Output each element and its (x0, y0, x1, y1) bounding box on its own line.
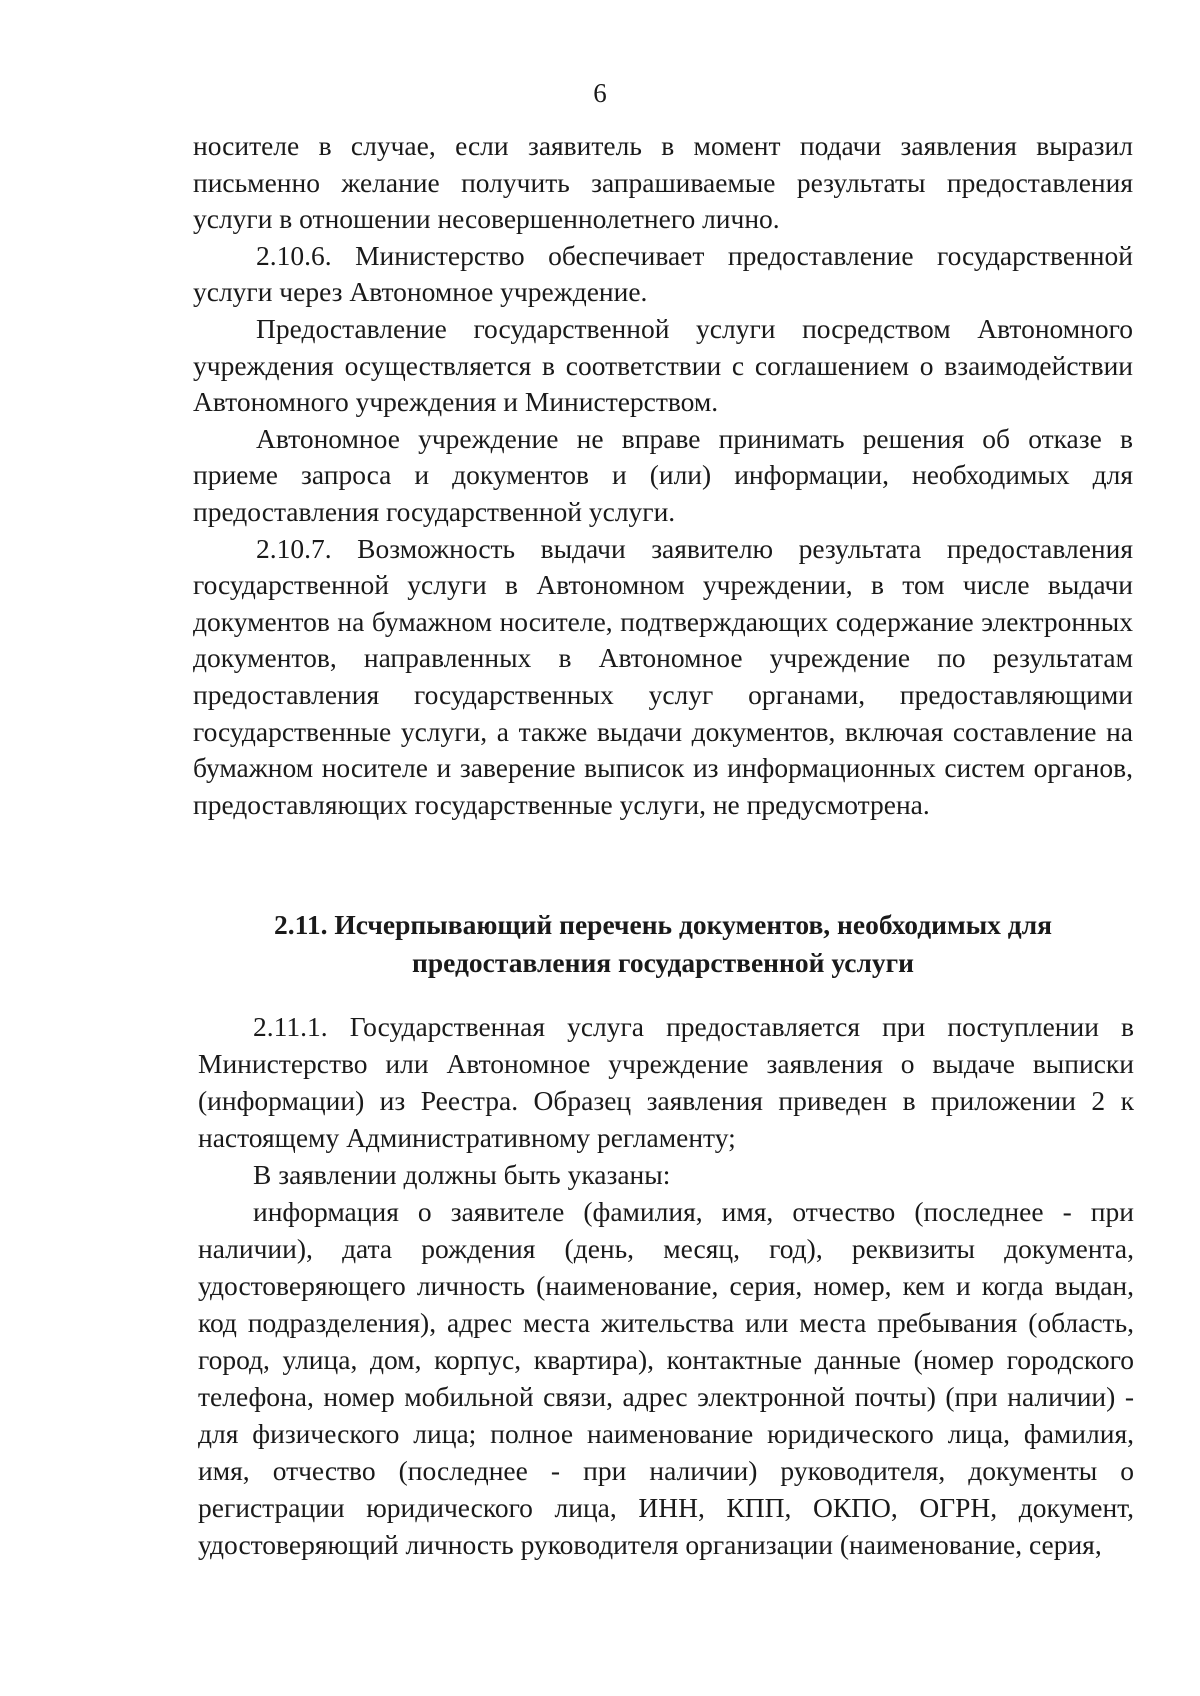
paragraph-applicant-info: информация о заявителе (фамилия, имя, отчество (последнее - при наличии), дата рождения (день, месяц, год), реквизиты документа, удостоверяющего личность (наименование, серия, номер, кем и когда выдан, код подразделения), адрес места жительства или места пребывания (область, город, улица, дом, корпус, квартира), контактные данные (номер городского телефона, номер мобильной связи, адрес электронной почты) (при наличии) - для физического лица; полное наименование юридического лица, фамилия, имя, отчество (последнее - при наличии) руководителя, документы о регистрации юридического лица, ИНН, КПП, ОКПО, ОГРН, документ, удостоверяющий личность руководителя организации (наименование, серия, (198, 1196, 1134, 1560)
paragraph-2-11-1: 2.11.1. Государственная услуга предоставляется при поступлении в Министерство или Автономное учреждение заявления о выдаче выписки (информации) из Реестра. Образец заявления приведен в приложении 2 к настоящему Административному регламенту; (198, 1011, 1134, 1153)
paragraph-no-refusal: Автономное учреждение не вправе принимать решения об отказе в приеме запроса и документов и (или) информации, необходимых для предоставления государственной услуги. (193, 422, 1133, 527)
paragraph-2-10-7: 2.10.7. Возможность выдачи заявителю результата предоставления государственной услуги в Автономном учреждении, в том числе выдачи документов на бумажном носителе, подтверждающих содержание электронных документов, направленных в Автономное учреждение по результатам предоставления государственных услуг органами, предоставляющими государственные услуги, а также выдачи документов, включая составление на бумажном носителе и заверение выписок из информационных систем органов, предоставляющих государственные услуги, не предусмотрена. (193, 532, 1133, 820)
paragraph-autonomous-provision: Предоставление государственной услуги посредством Автономного учреждения осуществляется в соответствии с соглашением о взаимодействии Автономного учреждения и Министерством. (193, 312, 1133, 418)
paragraph-continuation: носителе в случае, если заявитель в момент подачи заявления выразил письменно желание получить запрашиваемые результаты предоставления услуги в отношении несовершеннолетнего лично. (193, 130, 1133, 235)
body-text-bottom (198, 1008, 1134, 1563)
body-text-top (193, 128, 1133, 823)
paragraph-application-fields: В заявлении должны быть указаны: (253, 1159, 671, 1190)
section-heading-2-11: 2.11. Исчерпывающий перечень документов, необходимых для предоставления государственной услуги (273, 909, 1053, 978)
paragraph-2-10-6: 2.10.6. Министерство обеспечивает предоставление государственной услуги через Автономное учреждение. (193, 239, 1133, 308)
page-number: 6 (593, 78, 607, 108)
